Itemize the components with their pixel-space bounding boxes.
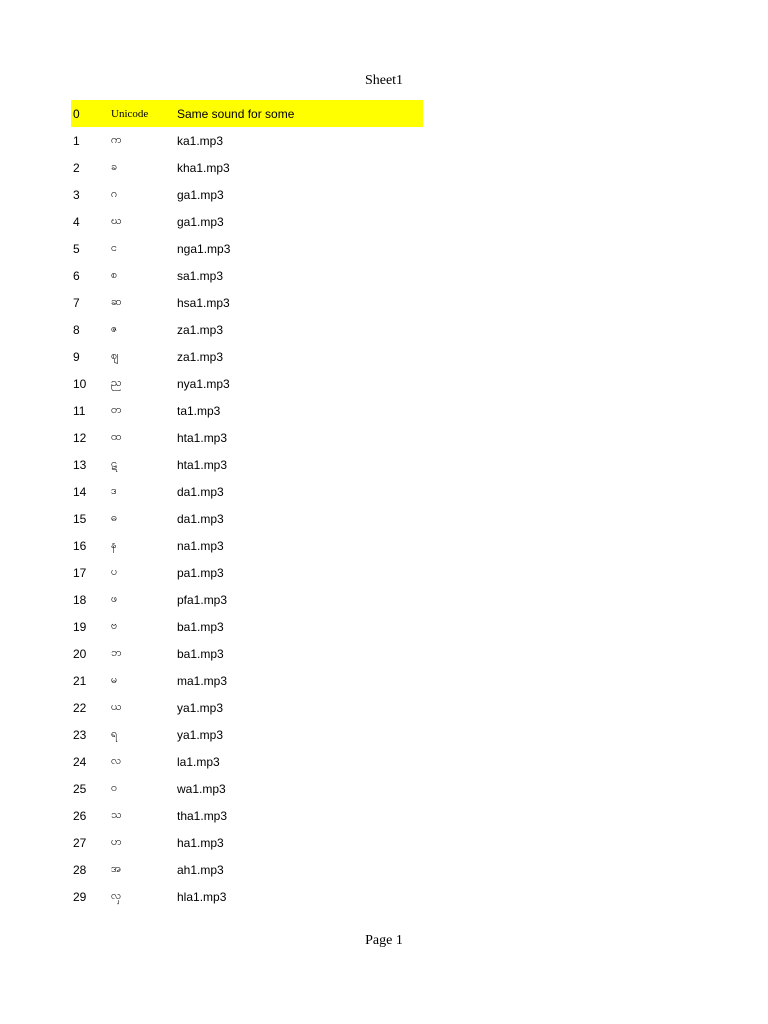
row-sound-file: nya1.mp3	[177, 376, 230, 391]
table-row	[71, 262, 423, 289]
row-unicode-char: ရ	[111, 726, 118, 740]
row-unicode-char: ဋ	[111, 456, 118, 470]
table-row	[71, 721, 423, 748]
row-sound-file: ba1.mp3	[177, 646, 224, 661]
row-unicode-char: အ	[111, 861, 122, 875]
row-index: 25	[73, 781, 87, 796]
row-sound-file: na1.mp3	[177, 538, 224, 553]
row-index: 9	[73, 349, 80, 364]
table-row	[71, 775, 423, 802]
row-index: 20	[73, 646, 87, 661]
row-sound-file: ya1.mp3	[177, 700, 224, 715]
row-unicode-char: ခ	[111, 159, 118, 173]
row-index: 19	[73, 619, 87, 634]
table-row	[71, 154, 423, 181]
row-sound-file: ta1.mp3	[177, 403, 221, 418]
row-sound-file: la1.mp3	[177, 754, 220, 769]
row-index: 22	[73, 700, 87, 715]
row-unicode-char: ဗ	[111, 618, 118, 632]
table-row	[71, 505, 423, 532]
row-sound-file: ma1.mp3	[177, 673, 228, 688]
row-unicode-char: လ	[111, 753, 122, 767]
row-unicode-char: ဆ	[111, 294, 122, 308]
row-unicode-char: ဒ	[111, 483, 117, 497]
table-row	[71, 694, 423, 721]
table-row	[71, 883, 423, 910]
table-row	[71, 829, 423, 856]
row-index: 23	[73, 727, 87, 742]
row-sound-file: wa1.mp3	[177, 781, 226, 796]
header-unicode: Unicode	[111, 107, 149, 120]
table-row	[71, 289, 423, 316]
row-index: 12	[73, 430, 87, 445]
row-index: 28	[73, 862, 87, 877]
row-index: 13	[73, 457, 87, 472]
row-unicode-char: င	[111, 240, 118, 254]
row-unicode-char: ပ	[111, 564, 118, 578]
table-row	[71, 127, 423, 154]
table-row	[71, 532, 423, 559]
row-unicode-char: စ	[111, 267, 118, 281]
row-index: 21	[73, 673, 87, 688]
row-sound-file: pfa1.mp3	[177, 592, 228, 607]
table-row	[71, 181, 423, 208]
row-sound-file: ka1.mp3	[177, 133, 224, 148]
row-unicode-char: သ	[111, 807, 122, 821]
table-row	[71, 613, 423, 640]
row-unicode-char: ဘ	[111, 645, 122, 659]
table-row	[71, 586, 423, 613]
table-row	[71, 640, 423, 667]
page-number: Page 1	[365, 933, 403, 948]
table-row	[71, 235, 423, 262]
row-unicode-char: ဃ	[111, 213, 122, 227]
row-index: 29	[73, 889, 87, 904]
row-sound-file: da1.mp3	[177, 511, 224, 526]
row-unicode-char: က	[111, 132, 122, 146]
row-index: 8	[73, 322, 80, 337]
row-sound-file: kha1.mp3	[177, 160, 230, 175]
table-row	[71, 208, 423, 235]
row-sound-file: hta1.mp3	[177, 430, 228, 445]
row-sound-file: ha1.mp3	[177, 835, 224, 850]
row-sound-file: da1.mp3	[177, 484, 224, 499]
row-unicode-char: ဓ	[111, 510, 118, 524]
header-sound: Same sound for some	[177, 106, 295, 121]
row-index: 5	[73, 241, 80, 256]
table-row	[71, 451, 423, 478]
table-row	[71, 424, 423, 451]
table-row	[71, 343, 423, 370]
row-sound-file: pa1.mp3	[177, 565, 224, 580]
page-footer	[0, 932, 768, 950]
row-sound-file: tha1.mp3	[177, 808, 228, 823]
row-sound-file: ga1.mp3	[177, 187, 224, 202]
table-header-row	[71, 100, 423, 127]
header-index: 0	[73, 106, 80, 121]
row-index: 10	[73, 376, 87, 391]
row-index: 6	[73, 268, 80, 283]
row-unicode-char: ည	[111, 375, 122, 389]
table-row	[71, 802, 423, 829]
row-index: 18	[73, 592, 87, 607]
row-unicode-char: ဈ	[111, 348, 119, 362]
row-unicode-char: လှ	[111, 888, 122, 902]
row-sound-file: ya1.mp3	[177, 727, 224, 742]
row-index: 1	[73, 133, 80, 148]
row-index: 7	[73, 295, 80, 310]
row-unicode-char: ဂ	[111, 186, 118, 200]
row-sound-file: hla1.mp3	[177, 889, 227, 904]
row-unicode-char: ထ	[111, 429, 122, 443]
row-index: 15	[73, 511, 87, 526]
row-sound-file: sa1.mp3	[177, 268, 224, 283]
row-index: 2	[73, 160, 80, 175]
row-index: 14	[73, 484, 87, 499]
row-sound-file: hta1.mp3	[177, 457, 228, 472]
table-row	[71, 370, 423, 397]
data-table	[71, 100, 423, 910]
row-index: 27	[73, 835, 87, 850]
row-index: 4	[73, 214, 80, 229]
sheet-title-text: Sheet1	[364, 73, 404, 88]
row-unicode-char: ဖ	[111, 591, 118, 605]
row-sound-file: nga1.mp3	[177, 241, 231, 256]
row-sound-file: za1.mp3	[177, 322, 224, 337]
row-unicode-char: ဟ	[111, 834, 122, 848]
row-sound-file: ba1.mp3	[177, 619, 224, 634]
row-index: 24	[73, 754, 87, 769]
row-unicode-char: ဝ	[111, 780, 118, 794]
table-body	[71, 127, 423, 910]
row-sound-file: za1.mp3	[177, 349, 224, 364]
row-unicode-char: မ	[111, 672, 118, 686]
table-row	[71, 316, 423, 343]
row-index: 11	[73, 403, 86, 418]
table-row	[71, 748, 423, 775]
table-row	[71, 667, 423, 694]
row-index: 16	[73, 538, 87, 553]
row-sound-file: hsa1.mp3	[177, 295, 230, 310]
table-row	[71, 559, 423, 586]
sheet-title	[0, 72, 768, 90]
table-row	[71, 397, 423, 424]
table-row	[71, 478, 423, 505]
row-unicode-char: တ	[111, 402, 122, 416]
row-unicode-char: ဇ	[111, 321, 118, 335]
row-sound-file: ah1.mp3	[177, 862, 224, 877]
row-index: 3	[73, 187, 80, 202]
row-sound-file: ga1.mp3	[177, 214, 224, 229]
row-index: 17	[73, 565, 87, 580]
row-unicode-char: န	[111, 537, 117, 551]
row-unicode-char: ယ	[111, 699, 122, 713]
table-row	[71, 856, 423, 883]
row-index: 26	[73, 808, 87, 823]
